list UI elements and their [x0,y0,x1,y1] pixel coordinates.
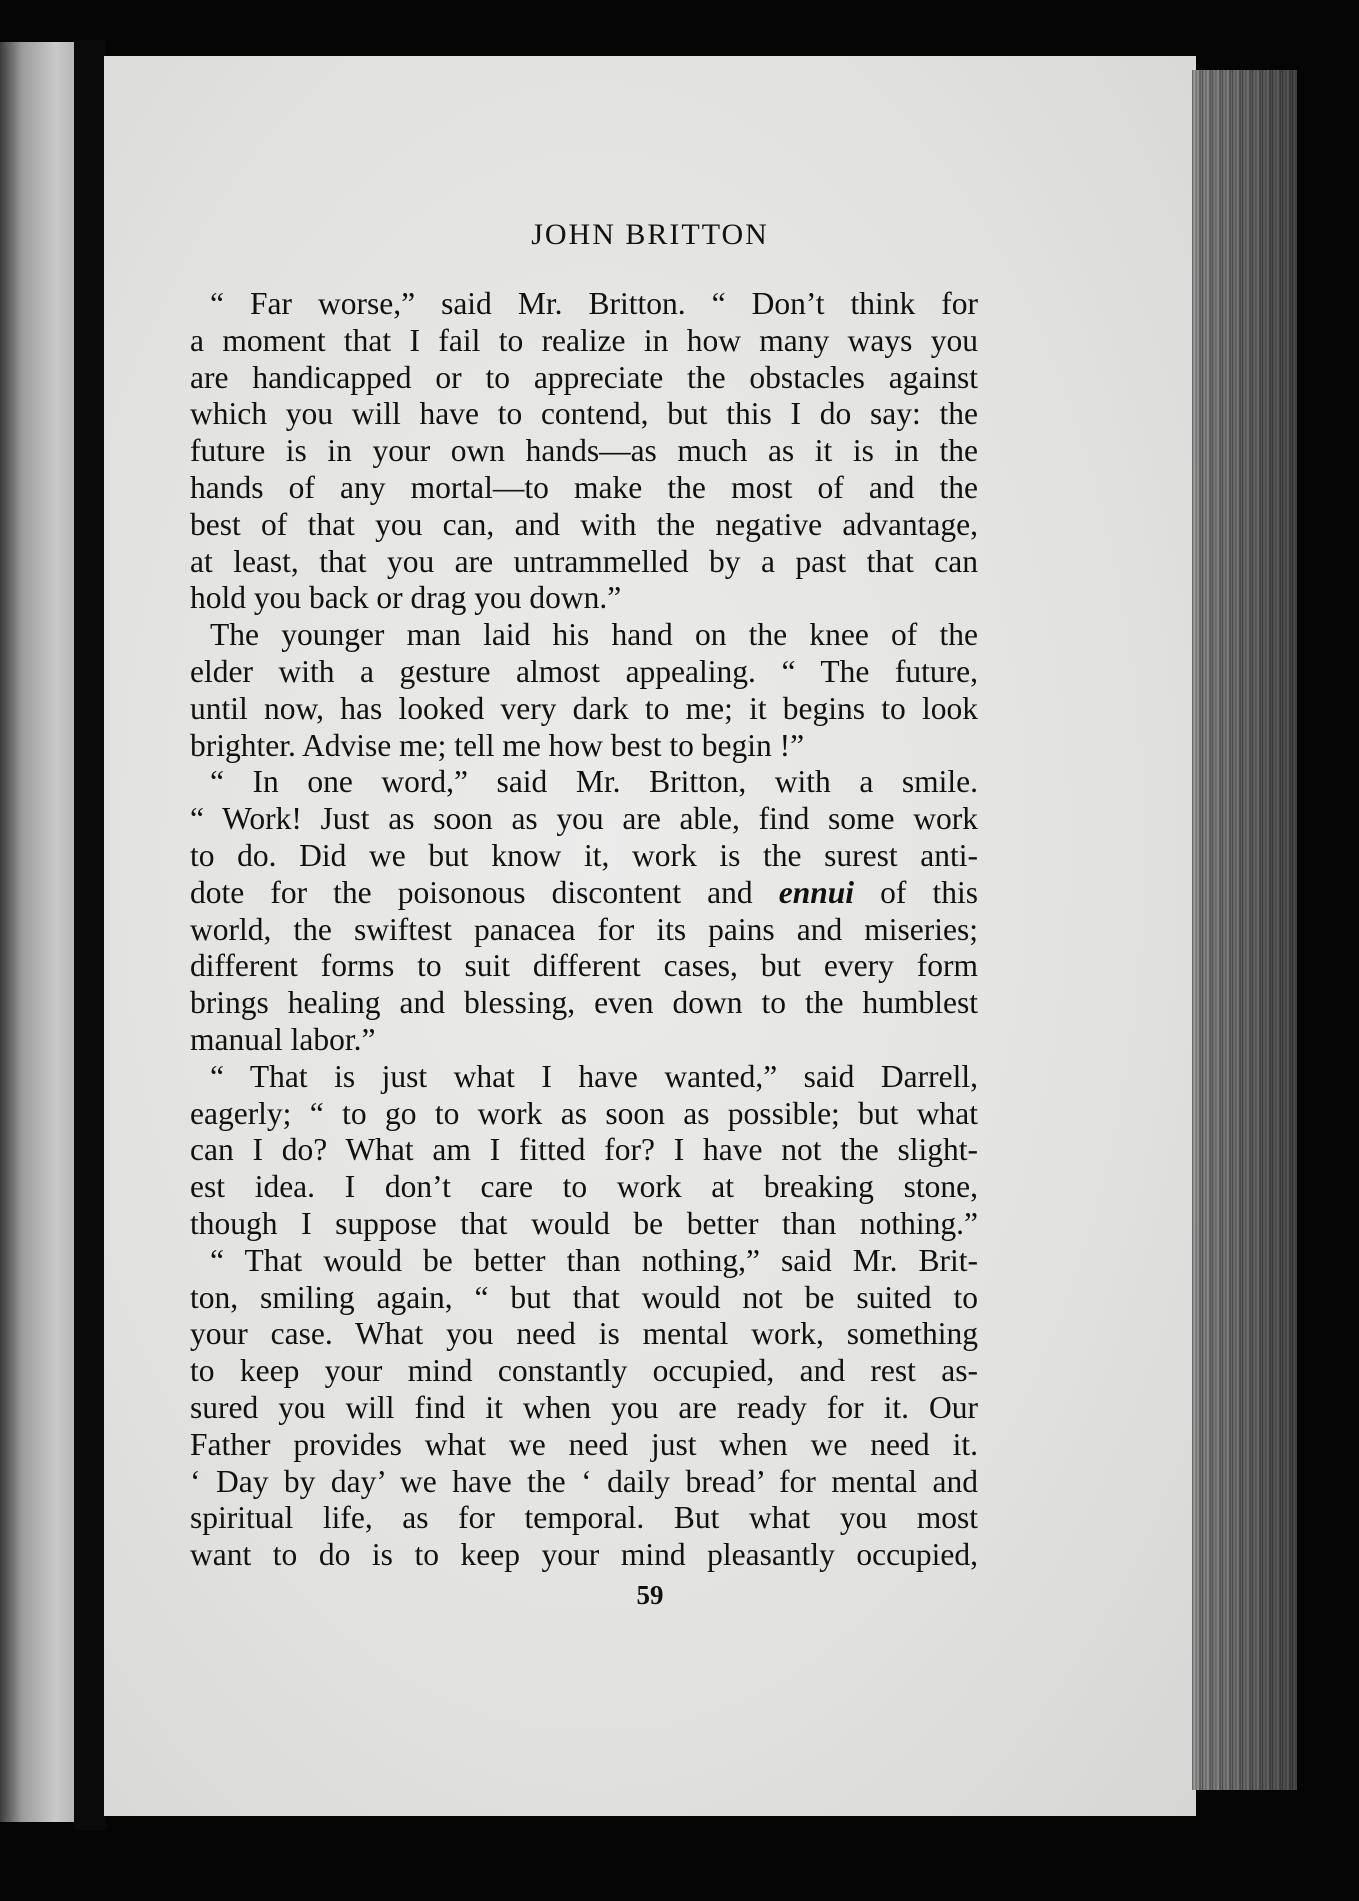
text-line: ‘ Day by day’ we have the ‘ daily bread’ for mental and [190,1463,978,1499]
text-line: to keep your mind constantly occupied, and rest as- [190,1353,978,1389]
text-line: at least, that you are untrammelled by a past that can [190,543,978,579]
text-line: “ That would be better than nothing,” said Mr. Brit- [210,1242,978,1278]
text-line: though I suppose that would be better than nothing.” [190,1205,978,1241]
text-line: world, the swiftest panacea for its pains and miseries; [190,911,978,947]
text-line: can I do? What am I fitted for? I have not the slight- [190,1132,978,1168]
text-line: sured you will find it when you are ready for it. Our [190,1389,978,1425]
body-text [190,286,978,1574]
text-line: The younger man laid his hand on the knee of the [210,617,978,653]
text-line: “ In one word,” said Mr. Britton, with a smile. [210,764,978,800]
text-line: want to do is to keep your mind pleasantly occupied, [190,1537,978,1573]
text-line: brighter. Advise me; tell me how best to begin !” [190,727,805,763]
text-line: different forms to suit different cases, but every form [190,948,978,984]
emphasis-word: ennui [778,874,855,910]
text-line: future is in your own hands—as much as it is in the [190,433,978,469]
text-line: to do. Did we but know it, work is the surest anti- [190,837,978,873]
page-edges-shadow [1192,70,1297,1790]
running-head: JOHN BRITTON [531,218,769,251]
text-line: until now, has looked very dark to me; it begins to look [190,690,978,726]
text-line: best of that you can, and with the negative advantage, [190,506,978,542]
text-line: hands of any mortal—to make the most of and the [190,469,978,505]
page-number: 59 [636,1580,664,1610]
text-line: spiritual life, as for temporal. But what you most [190,1500,978,1536]
text-line: which you will have to contend, but this I do say: the [190,396,978,432]
left-page-edge [0,42,74,1822]
text-line: elder with a gesture almost appealing. “ The future, [190,653,978,689]
text-line: Father provides what we need just when we need it. [190,1426,978,1462]
book-gutter [74,40,106,1830]
text-line: “ That is just what I have wanted,” said Darrell, [210,1058,978,1094]
text-line: are handicapped or to appreciate the obstacles against [190,359,978,395]
text-line: your case. What you need is mental work, something [190,1316,978,1352]
text-line: manual labor.” [190,1021,376,1057]
text-line: ton, smiling again, “ but that would not be suited to [190,1279,978,1315]
text-line: hold you back or drag you down.” [190,580,622,616]
text-line: a moment that I fail to realize in how many ways you [190,322,978,358]
text-line: “ Far worse,” said Mr. Britton. “ Don’t think for [210,286,978,321]
text-line: dote for the poisonous discontent and ennui of this [190,874,978,910]
text-line: eagerly; “ to go to work as soon as possible; but what [190,1095,978,1131]
text-line: est idea. I don’t care to work at breaking stone, [190,1169,978,1205]
text-line: brings healing and blessing, even down to the humblest [190,985,978,1021]
text-line: “ Work! Just as soon as you are able, find some work [190,801,978,837]
